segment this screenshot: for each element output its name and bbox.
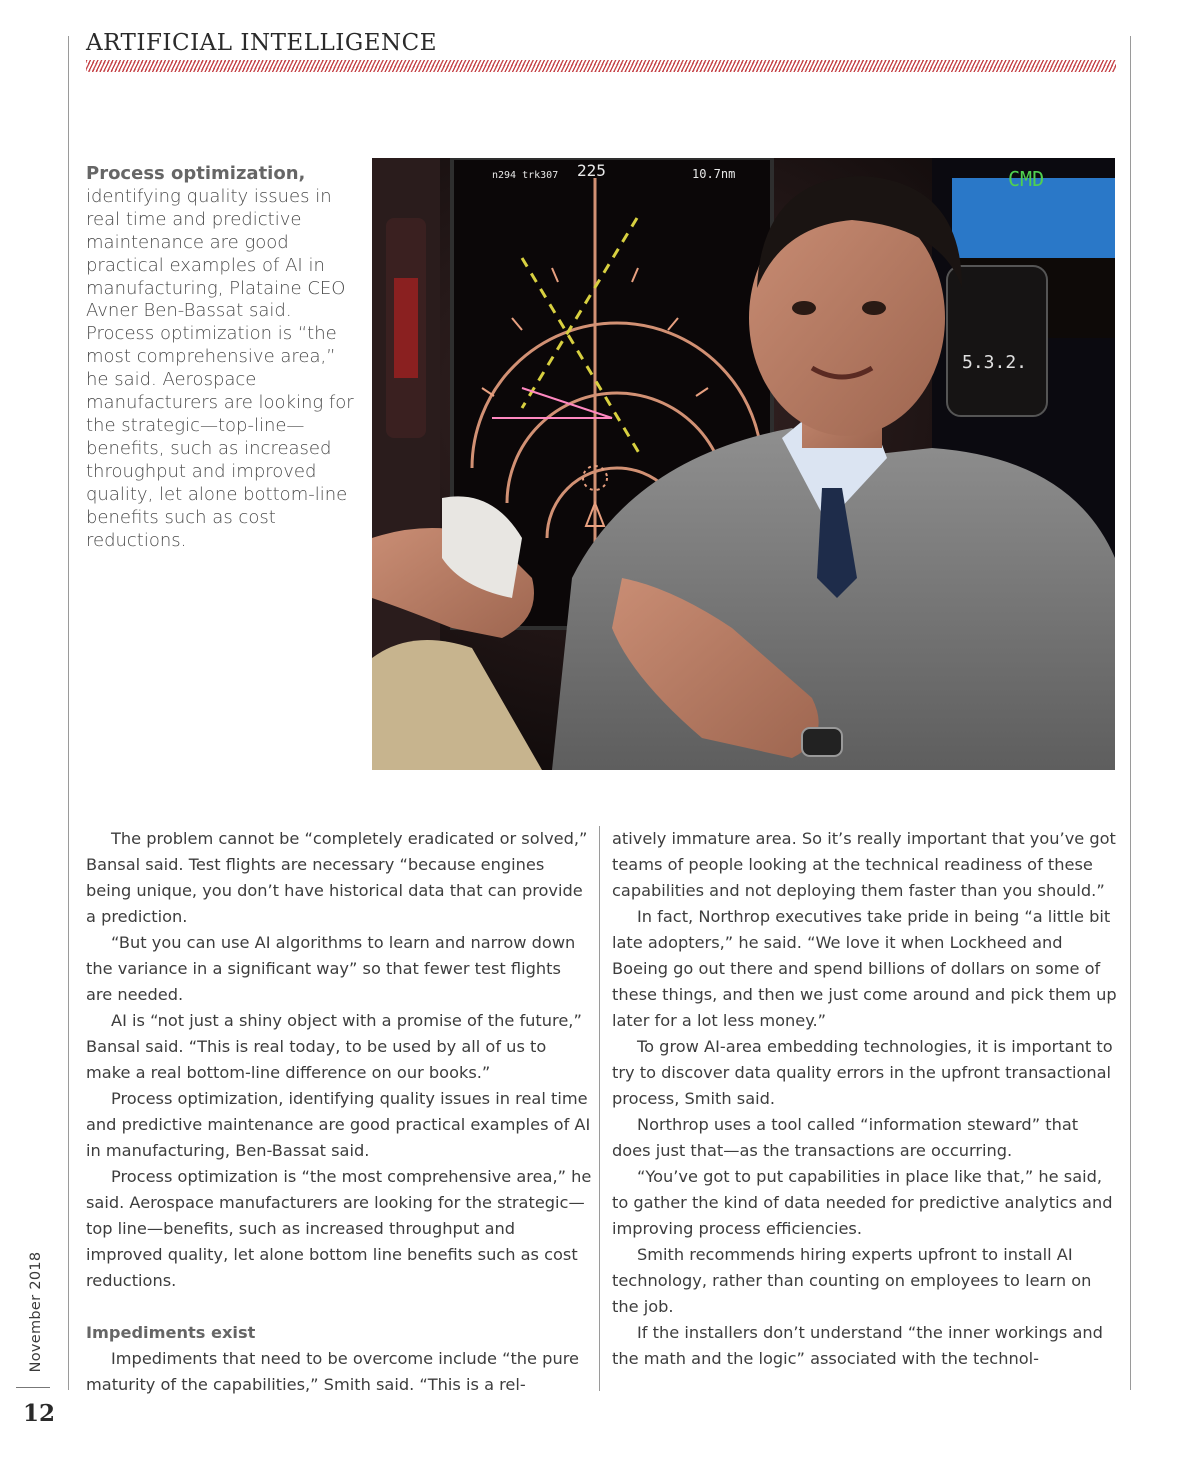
- svg-text:225: 225: [577, 161, 606, 180]
- paragraph: Northrop uses a tool called “information steward” that does just that—as the transactions are occurring.: [612, 1115, 1079, 1160]
- paragraph: In fact, Northrop executives take pride in being “a little bit late adopters,” he said. “We love it when Lockheed and Boeing go out there and spend billions of dollars on some of these things, and then we just come around and pick them up later for a lot less money.”: [612, 907, 1117, 1030]
- speaker-photo-illustration: [372, 158, 1115, 770]
- issue-date: November 2018: [28, 1251, 44, 1373]
- right-margin-rule: [1130, 36, 1131, 1390]
- paragraph: Impediments that need to be overcome include “the pure maturity of the capabilities,” Smith said. “This is a rel-: [86, 1349, 579, 1394]
- article-column-left: [86, 826, 592, 1398]
- svg-text:5.3.2.: 5.3.2.: [962, 352, 1028, 373]
- paragraph: “You’ve got to put capabilities in place like that,” he said, to gather the kind of data needed for predictive analytics and improving process efficiencies.: [612, 1167, 1113, 1238]
- page-number: 12: [23, 1400, 56, 1427]
- paragraph: AI is “not just a shiny object with a promise of the future,” Bansal said. “This is real today, to be used by all of us to make a real bottom-line difference on our books.”: [86, 1011, 582, 1082]
- left-margin-rule: [68, 36, 69, 1390]
- pull-quote-lead: Process optimization,: [86, 163, 306, 184]
- paragraph: Process optimization is “the most comprehensive area,” he said. Aerospace manufacturers are looking for the strategic—top line—benefits, such as increased throughput and improved quality, let alone bottom line benefits such as cost reductions.: [86, 1167, 592, 1290]
- paragraph: Smith recommends hiring experts upfront to install AI technology, rather than counting on employees to learn on the job.: [612, 1245, 1092, 1316]
- paragraph: Process optimization, identifying quality issues in real time and predictive maintenance are good practical examples of AI in manufacturing, Ben-Bassat said.: [86, 1089, 591, 1160]
- column-divider: [599, 826, 600, 1391]
- svg-text:10.7nm: 10.7nm: [692, 167, 736, 181]
- speaker-photo: [372, 158, 1115, 770]
- svg-text:CMD: CMD: [1008, 167, 1045, 191]
- page-number-rule: [16, 1387, 50, 1388]
- paragraph: If the installers don’t understand “the inner workings and the math and the logic” associated with the technol-: [612, 1323, 1103, 1368]
- paragraph: atively immature area. So it’s really important that you’ve got teams of people looking at the technical readiness of these capabilities and not deploying them faster than you should.”: [612, 829, 1116, 900]
- paragraph: The problem cannot be “completely eradicated or solved,” Bansal said. Test flights are necessary “because engines being unique, you don’t have historical data that can provide a prediction.: [86, 829, 588, 926]
- paragraph: “But you can use AI algorithms to learn and narrow down the variance in a significant way” so that fewer test flights are needed.: [86, 933, 576, 1004]
- subhead: Impediments exist: [86, 1323, 256, 1342]
- section-title: ARTIFICIAL INTELLIGENCE: [86, 30, 438, 56]
- article-column-right: [612, 826, 1118, 1372]
- pull-quote-body: identifying quality issues in real time and predictive maintenance are good practical examples of AI in manufacturing, Plataine CEO Avner Ben-Bassat said. Process optimization is “the most comprehensive area,” he said. Aerospace manufacturers are looking for the strategic—top-line—benefits, such as increased throughput and improved quality, let alone bottom-line benefits such as cost reductions.: [86, 185, 354, 551]
- header-hatch-rule: [86, 60, 1116, 72]
- paragraph: To grow AI-area embedding technologies, it is important to try to discover data quality errors in the upfront transactional process, Smith said.: [612, 1037, 1113, 1108]
- svg-text:n294 trk307: n294 trk307: [492, 170, 559, 181]
- pull-quote: [86, 163, 360, 552]
